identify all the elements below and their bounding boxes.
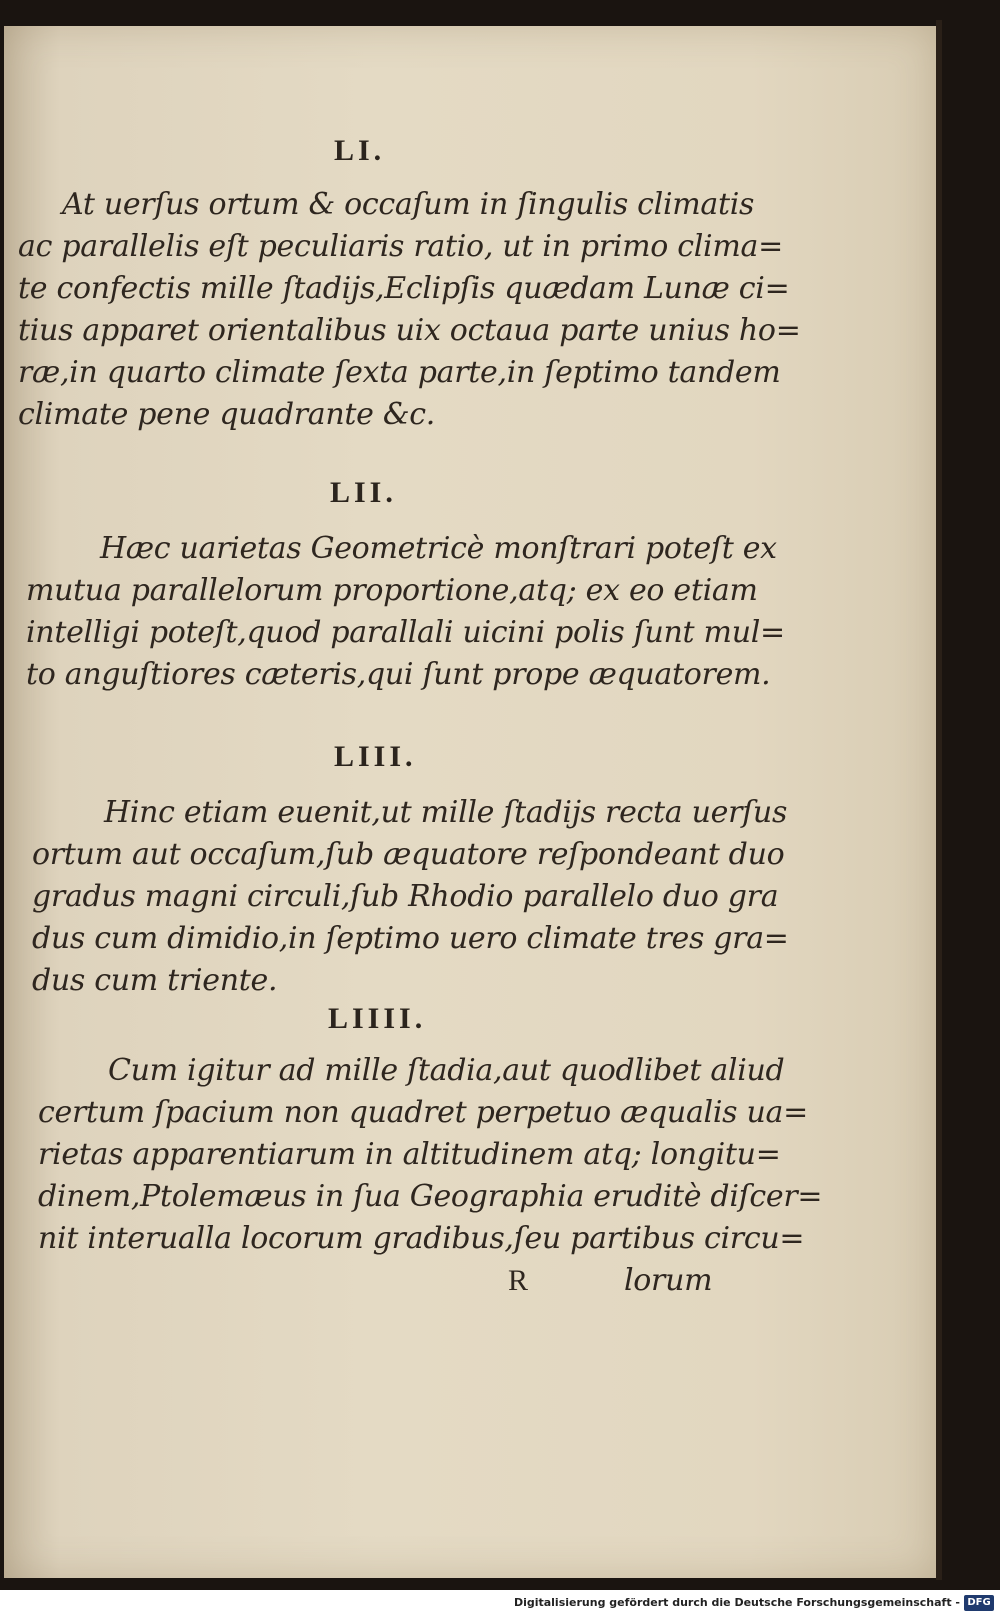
text-line: Hinc etiam euenit,ut mille ſtadijs recta uerſus <box>104 795 788 830</box>
text-line: te confectis mille ſtadijs,Eclipſis quædam Lunæ ci= <box>18 271 790 306</box>
catchword: lorum <box>624 1263 713 1298</box>
page-text <box>4 26 936 1578</box>
section-heading-lii: LII. <box>330 476 397 509</box>
text-line: climate pene quadrante &c. <box>18 397 435 432</box>
text-line: rietas apparentiarum in altitudinem atq; longitu= <box>38 1137 781 1172</box>
section-heading-li: LI. <box>334 134 386 167</box>
page-edge <box>936 20 942 1580</box>
dfg-logo: DFG <box>964 1595 994 1611</box>
text-line: ortum aut occaſum,ſub æquatore reſpondeant duo <box>32 837 785 872</box>
text-line: intelligi poteſt,quod parallali uicini polis ſunt mul= <box>26 615 785 650</box>
text-line: dus cum triente. <box>32 963 278 998</box>
signature-mark: R <box>508 1264 528 1297</box>
section-heading-liiii: LIIII. <box>328 1002 427 1035</box>
text-line: tius apparet orientalibus uix octaua parte unius ho= <box>18 313 801 348</box>
text-line: nit interualla locorum gradibus,ſeu partibus circu= <box>38 1221 805 1256</box>
text-line: to anguſtiores cæteris,qui ſunt prope æquatorem. <box>26 657 771 692</box>
text-line: At uerſus ortum & occaſum in ſingulis climatis <box>62 187 755 222</box>
text-line: dus cum dimidio,in ſeptimo uero climate tres gra= <box>32 921 789 956</box>
text-line: ac parallelis eſt peculiaris ratio, ut in primo clima= <box>18 229 783 264</box>
text-line: Hæc uarietas Geometricè monſtrari poteſt ex <box>100 531 777 566</box>
book-page <box>4 26 936 1578</box>
text-line: mutua parallelorum proportione,atq; ex eo etiam <box>26 573 758 608</box>
text-line: ræ,in quarto climate ſexta parte,in ſeptimo tandem <box>18 355 781 390</box>
digitization-footer <box>0 1592 1000 1620</box>
text-line: Cum igitur ad mille ſtadia,aut quodlibet aliud <box>108 1053 785 1088</box>
text-line: certum ſpacium non quadret perpetuo æqualis ua= <box>38 1095 808 1130</box>
section-heading-liii: LIII. <box>334 740 417 773</box>
footer-credit: Digitalisierung gefördert durch die Deutsche Forschungsgemeinschaft - <box>513 1596 960 1609</box>
text-line: dinem,Ptolemæus in ſua Geographia eruditè diſcer= <box>38 1179 823 1214</box>
text-line: gradus magni circuli,ſub Rhodio parallelo duo gra <box>32 879 779 914</box>
